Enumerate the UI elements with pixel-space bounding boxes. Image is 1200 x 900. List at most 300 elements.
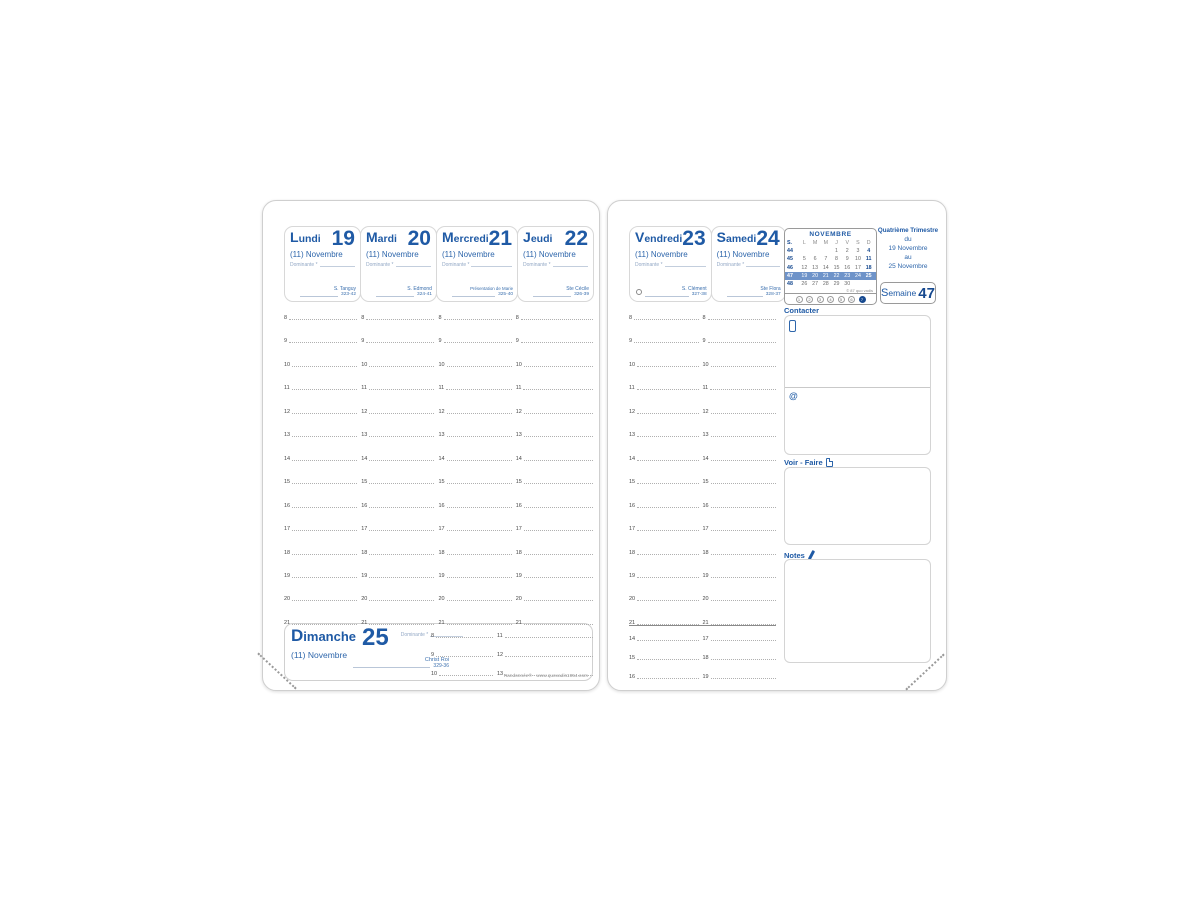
hour-label: 10 bbox=[629, 361, 636, 368]
calendar-date[interactable]: 9 bbox=[845, 256, 849, 263]
hour-label: 8 bbox=[284, 315, 288, 321]
hour-slot[interactable] bbox=[431, 669, 493, 677]
hour-slot[interactable] bbox=[361, 430, 434, 438]
saint-block bbox=[290, 286, 356, 298]
dominante-line bbox=[746, 266, 780, 267]
entry-line bbox=[637, 483, 699, 484]
entry-line bbox=[521, 342, 593, 343]
hour-slot[interactable] bbox=[629, 383, 699, 391]
hour-slot[interactable] bbox=[703, 618, 777, 626]
hour-label: 8 bbox=[515, 315, 519, 321]
entry-line bbox=[711, 640, 776, 641]
entry-line bbox=[292, 460, 357, 461]
hour-slot[interactable] bbox=[629, 672, 699, 680]
trimester-block bbox=[877, 227, 939, 271]
hour-label: 18 bbox=[438, 549, 445, 556]
hour-slot[interactable] bbox=[361, 336, 434, 344]
hour-slot[interactable] bbox=[284, 594, 357, 602]
hour-slot[interactable] bbox=[629, 594, 699, 602]
saint-block bbox=[442, 286, 513, 298]
hour-label: 19 bbox=[361, 572, 368, 579]
hour-slot[interactable] bbox=[431, 650, 493, 658]
calendar-copyright: © 87 quo vadis bbox=[846, 288, 873, 294]
hour-label: 8 bbox=[431, 633, 435, 639]
position-dot: 5 bbox=[838, 296, 845, 303]
entry-line bbox=[447, 624, 512, 625]
week-number-cell: 44 bbox=[787, 248, 793, 255]
calendar-date[interactable]: 10 bbox=[855, 256, 861, 263]
hour-slot[interactable] bbox=[439, 430, 512, 438]
saint-name: S. Tanguy bbox=[333, 286, 356, 292]
hour-slot[interactable] bbox=[516, 571, 593, 579]
day-cell-mercredi[interactable] bbox=[436, 226, 518, 302]
entry-line bbox=[711, 600, 776, 601]
weekday-letter: V bbox=[845, 240, 849, 247]
entry-line bbox=[711, 507, 776, 508]
calendar-date[interactable]: 22 bbox=[833, 272, 840, 279]
hour-label: 20 bbox=[629, 596, 636, 603]
week-number-box bbox=[880, 282, 936, 304]
saint-day-count: 326-39 bbox=[574, 292, 590, 297]
calendar-date[interactable]: 5 bbox=[802, 256, 806, 263]
contact-area[interactable] bbox=[784, 315, 931, 455]
hour-slot[interactable] bbox=[361, 571, 434, 579]
hour-slot[interactable] bbox=[439, 618, 512, 626]
hour-slot[interactable] bbox=[516, 618, 593, 626]
calendar-date[interactable]: 11 bbox=[865, 256, 872, 263]
hour-slot[interactable] bbox=[439, 594, 512, 602]
hour-slot[interactable] bbox=[284, 454, 357, 462]
entry-line bbox=[292, 389, 357, 390]
hour-slot[interactable] bbox=[703, 430, 777, 438]
hour-slot[interactable] bbox=[629, 634, 699, 642]
hour-slot[interactable] bbox=[629, 501, 699, 509]
hour-slot[interactable] bbox=[284, 548, 357, 556]
hour-slot[interactable] bbox=[703, 477, 777, 485]
hour-slot[interactable] bbox=[284, 571, 357, 579]
saint-day-count: 325-40 bbox=[498, 292, 514, 297]
saint-rule bbox=[353, 667, 430, 668]
entry-line bbox=[524, 624, 593, 625]
calendar-date[interactable]: 25 bbox=[865, 272, 872, 279]
notes-area[interactable] bbox=[784, 559, 931, 663]
calendar-date[interactable]: 16 bbox=[844, 264, 851, 271]
hour-slot[interactable] bbox=[703, 383, 777, 391]
entry-line bbox=[524, 483, 593, 484]
entry-line bbox=[292, 600, 357, 601]
hour-slot[interactable] bbox=[516, 524, 593, 532]
hour-label: 16 bbox=[438, 502, 445, 509]
hour-slot[interactable] bbox=[629, 360, 699, 368]
hour-slot[interactable] bbox=[284, 336, 357, 344]
voir-faire-area[interactable] bbox=[784, 467, 931, 545]
calendar-date[interactable]: 13 bbox=[812, 264, 819, 271]
hour-label: 12 bbox=[515, 408, 522, 415]
calendar-date[interactable]: 26 bbox=[801, 281, 808, 288]
hour-label: 17 bbox=[629, 526, 636, 533]
entry-line bbox=[711, 624, 776, 625]
weekday-letter: L bbox=[802, 240, 806, 247]
hour-slot[interactable] bbox=[703, 634, 777, 642]
hour-slot[interactable] bbox=[439, 360, 512, 368]
hour-label: 18 bbox=[515, 549, 522, 556]
hour-label: 16 bbox=[629, 674, 636, 680]
dominante-label: Dominante * bbox=[716, 262, 745, 268]
hour-slot[interactable] bbox=[497, 631, 593, 639]
hour-slot[interactable] bbox=[703, 501, 777, 509]
hour-slot[interactable] bbox=[516, 336, 593, 344]
hour-slot[interactable] bbox=[361, 618, 434, 626]
calendar-date[interactable]: 30 bbox=[844, 281, 851, 288]
dominante-field[interactable] bbox=[712, 259, 785, 268]
entry-line bbox=[524, 460, 593, 461]
hour-label: 19 bbox=[284, 572, 291, 579]
saint-day-count: 324-41 bbox=[417, 292, 432, 297]
hour-label: 14 bbox=[629, 455, 636, 462]
hour-slot[interactable] bbox=[703, 360, 777, 368]
hour-slot[interactable] bbox=[629, 618, 699, 626]
hour-label: 16 bbox=[629, 502, 636, 509]
entry-line bbox=[711, 483, 776, 484]
hour-slot[interactable] bbox=[439, 501, 512, 509]
hour-slot[interactable] bbox=[361, 454, 434, 462]
hour-label: 18 bbox=[284, 549, 291, 556]
day-month: (11) Novembre bbox=[716, 250, 770, 259]
hour-slot[interactable] bbox=[439, 524, 512, 532]
hour-slot[interactable] bbox=[516, 407, 593, 415]
hour-slot[interactable] bbox=[497, 669, 593, 677]
calendar-date[interactable]: 29 bbox=[833, 281, 840, 288]
hour-slot[interactable] bbox=[703, 548, 777, 556]
hour-slot[interactable] bbox=[284, 501, 357, 509]
calendar-date[interactable]: 14 bbox=[822, 264, 829, 271]
hour-label: 17 bbox=[284, 526, 291, 533]
entry-line bbox=[711, 366, 776, 367]
hour-slot[interactable] bbox=[516, 501, 593, 509]
saint-block bbox=[366, 286, 432, 298]
hour-slot[interactable] bbox=[361, 407, 434, 415]
calendar-date[interactable]: 18 bbox=[865, 264, 872, 271]
calendar-date[interactable]: 8 bbox=[835, 256, 838, 263]
hour-slot[interactable] bbox=[516, 313, 593, 321]
entry-line bbox=[524, 554, 593, 555]
entry-line bbox=[637, 366, 699, 367]
hour-slot[interactable] bbox=[703, 407, 777, 415]
hour-label: 15 bbox=[361, 479, 368, 486]
hour-slot[interactable] bbox=[516, 360, 593, 368]
day-month: (11) Novembre bbox=[635, 250, 688, 259]
hour-slot[interactable] bbox=[629, 454, 699, 462]
saint-rule bbox=[533, 296, 571, 297]
hour-slot[interactable] bbox=[284, 360, 357, 368]
entry-line bbox=[369, 460, 434, 461]
entry-line bbox=[524, 530, 593, 531]
day-cell-jeudi[interactable] bbox=[517, 226, 594, 302]
dominante-line bbox=[320, 266, 355, 267]
hour-label: 17 bbox=[515, 526, 522, 533]
calendar-month-title: NOVEMBRE bbox=[809, 231, 852, 238]
calendar-date[interactable]: 1 bbox=[835, 248, 838, 255]
day-month: (11) Novembre bbox=[365, 250, 419, 259]
hour-slot[interactable] bbox=[703, 524, 777, 532]
entry-line bbox=[369, 530, 434, 531]
hour-slot[interactable] bbox=[284, 383, 357, 391]
dominante-label: Dominante * bbox=[523, 262, 551, 268]
hour-slot[interactable] bbox=[703, 594, 777, 602]
calendar-date[interactable]: 2 bbox=[845, 248, 849, 255]
hour-slot[interactable] bbox=[361, 594, 434, 602]
saint-rule bbox=[645, 296, 689, 297]
hour-label: 8 bbox=[629, 315, 633, 321]
entry-line bbox=[369, 436, 434, 437]
hour-slot[interactable] bbox=[439, 407, 512, 415]
entry-line bbox=[637, 436, 699, 437]
hour-label: 12 bbox=[438, 408, 445, 415]
week-number-cell: 47 bbox=[787, 272, 793, 279]
entry-line bbox=[292, 483, 357, 484]
hour-slot[interactable] bbox=[629, 548, 699, 556]
calendar-date[interactable]: 23 bbox=[844, 272, 851, 279]
entry-line bbox=[505, 637, 593, 638]
weekday-letter: M bbox=[812, 240, 818, 247]
hour-label: 15 bbox=[284, 479, 291, 486]
hour-slot[interactable] bbox=[629, 477, 699, 485]
dominante-field[interactable] bbox=[518, 259, 593, 268]
hour-slot[interactable] bbox=[516, 548, 593, 556]
week-number: 47 bbox=[918, 284, 935, 302]
hour-slot[interactable] bbox=[629, 524, 699, 532]
saint-rule bbox=[727, 296, 763, 297]
hour-slot[interactable] bbox=[284, 313, 357, 321]
day-name: Vendredi bbox=[635, 229, 683, 245]
weekday-letter: J bbox=[835, 240, 838, 247]
hour-label: 18 bbox=[629, 549, 636, 556]
entry-line bbox=[524, 436, 593, 437]
hour-label: 18 bbox=[702, 655, 709, 661]
entry-line bbox=[710, 389, 776, 390]
hour-label: 21 bbox=[438, 619, 445, 626]
hour-label: 12 bbox=[361, 408, 368, 415]
hour-slot[interactable] bbox=[361, 548, 434, 556]
hour-slot[interactable] bbox=[703, 672, 777, 680]
hour-slot[interactable] bbox=[629, 571, 699, 579]
hour-label: 14 bbox=[284, 455, 291, 462]
entry-line bbox=[711, 678, 776, 679]
week-number-cell: 45 bbox=[787, 256, 793, 263]
hour-slot[interactable] bbox=[439, 477, 512, 485]
hour-label: 18 bbox=[361, 549, 368, 556]
dominante-field[interactable] bbox=[361, 259, 436, 268]
hour-slot[interactable] bbox=[361, 501, 434, 509]
calendar-date[interactable]: 28 bbox=[822, 281, 829, 288]
calendar-date[interactable]: 6 bbox=[813, 256, 817, 263]
hour-slot[interactable] bbox=[361, 524, 434, 532]
calendar-date[interactable]: 4 bbox=[867, 248, 871, 255]
entry-line bbox=[447, 554, 512, 555]
hour-slot[interactable] bbox=[516, 383, 593, 391]
hour-slot[interactable] bbox=[284, 524, 357, 532]
dominante-label: Dominante * bbox=[365, 262, 394, 268]
position-dot: 2 bbox=[806, 296, 813, 303]
hour-label: 11 bbox=[497, 633, 503, 639]
dominante-field[interactable] bbox=[285, 259, 360, 268]
calendar-date[interactable]: 7 bbox=[824, 256, 828, 263]
hour-slot[interactable] bbox=[516, 594, 593, 602]
saint-day-count: 329-36 bbox=[433, 663, 449, 669]
hour-label: 11 bbox=[438, 385, 445, 392]
right-page bbox=[607, 200, 947, 691]
entry-line bbox=[524, 600, 593, 601]
hour-slot[interactable] bbox=[497, 650, 593, 658]
hour-label: 9 bbox=[431, 652, 435, 658]
position-dot-active: 7 bbox=[859, 296, 866, 303]
hour-slot[interactable] bbox=[703, 653, 777, 661]
hour-slot[interactable] bbox=[629, 313, 699, 321]
hour-label: 11 bbox=[629, 385, 635, 392]
entry-line bbox=[289, 319, 357, 320]
day-cell-lundi[interactable] bbox=[284, 226, 361, 302]
entry-line bbox=[711, 554, 776, 555]
hour-label: 13 bbox=[284, 432, 291, 439]
hour-slot[interactable] bbox=[439, 383, 512, 391]
hour-label: 10 bbox=[515, 361, 522, 368]
day-cell-mardi[interactable] bbox=[360, 226, 437, 302]
day-month: (11) Novembre bbox=[291, 650, 348, 660]
hour-label: 13 bbox=[629, 432, 636, 439]
calendar-date[interactable]: 19 bbox=[801, 272, 808, 279]
hour-slot[interactable] bbox=[439, 454, 512, 462]
entry-line bbox=[711, 436, 776, 437]
hour-slot[interactable] bbox=[361, 477, 434, 485]
hour-label: 14 bbox=[438, 455, 445, 462]
hour-slot[interactable] bbox=[284, 477, 357, 485]
day-number: 24 bbox=[756, 227, 780, 250]
hour-slot[interactable] bbox=[361, 313, 434, 321]
calendar-date[interactable]: 27 bbox=[812, 281, 819, 288]
calendar-date[interactable]: 21 bbox=[822, 272, 829, 279]
hour-slot[interactable] bbox=[629, 336, 699, 344]
entry-line bbox=[637, 413, 699, 414]
weekday-header-row bbox=[284, 226, 594, 302]
day-name: Mardi bbox=[365, 229, 397, 245]
hour-label: 19 bbox=[515, 572, 522, 579]
entry-line bbox=[711, 460, 776, 461]
calendar-week-row bbox=[785, 247, 876, 255]
hour-label: 13 bbox=[515, 432, 522, 439]
calendar-header-row bbox=[785, 239, 876, 247]
hour-label: 13 bbox=[497, 671, 504, 677]
hour-label: 12 bbox=[702, 408, 709, 415]
entry-line bbox=[369, 577, 434, 578]
hour-slot[interactable] bbox=[703, 313, 777, 321]
calendar-date[interactable]: 20 bbox=[812, 272, 819, 279]
entry-line bbox=[505, 656, 593, 657]
entry-line bbox=[292, 624, 357, 625]
entry-line bbox=[447, 530, 512, 531]
dominante-label: Dominante * bbox=[290, 262, 318, 268]
dominante-field[interactable] bbox=[437, 259, 517, 268]
hour-slot[interactable] bbox=[284, 430, 357, 438]
hour-slot[interactable] bbox=[439, 548, 512, 556]
hour-slot[interactable] bbox=[431, 631, 493, 639]
hour-slot[interactable] bbox=[629, 430, 699, 438]
hour-label: 21 bbox=[515, 619, 522, 626]
hour-label: 10 bbox=[431, 671, 438, 677]
dominante-label: Dominante * bbox=[441, 262, 470, 268]
dominante-line bbox=[665, 266, 706, 267]
hour-slot[interactable] bbox=[439, 313, 512, 321]
hour-label: 9 bbox=[702, 338, 706, 345]
saint-block bbox=[343, 657, 449, 669]
position-dot: 1 bbox=[796, 296, 803, 303]
entry-line bbox=[711, 659, 776, 660]
calendar-date[interactable]: 12 bbox=[801, 264, 808, 271]
day-cell-vendredi[interactable] bbox=[629, 226, 712, 302]
hour-slot[interactable] bbox=[516, 477, 593, 485]
entry-line bbox=[637, 678, 699, 679]
saint-name: S. Clément bbox=[681, 286, 707, 292]
calendar-date[interactable]: 17 bbox=[855, 264, 861, 271]
hour-label: 17 bbox=[361, 526, 368, 533]
entry-line bbox=[369, 366, 434, 367]
entry-line bbox=[523, 389, 593, 390]
hour-slot[interactable] bbox=[284, 618, 357, 626]
calendar-date[interactable]: 24 bbox=[855, 272, 861, 279]
entry-line bbox=[711, 577, 776, 578]
mini-calendar bbox=[784, 228, 877, 305]
hour-slot[interactable] bbox=[439, 571, 512, 579]
entry-line bbox=[708, 342, 776, 343]
saint-name: Présentation de Marie bbox=[470, 286, 514, 291]
entry-line bbox=[369, 413, 434, 414]
entry-line bbox=[369, 507, 434, 508]
hour-slot[interactable] bbox=[629, 653, 699, 661]
hour-slot[interactable] bbox=[516, 454, 593, 462]
week-number-cell: 46 bbox=[787, 264, 793, 271]
hour-label: 13 bbox=[361, 432, 368, 439]
entry-line bbox=[447, 413, 512, 414]
hour-label: 8 bbox=[361, 315, 365, 321]
hour-slot[interactable] bbox=[703, 454, 777, 462]
hour-slot[interactable] bbox=[703, 571, 777, 579]
entry-line bbox=[521, 319, 593, 320]
hour-slot[interactable] bbox=[361, 383, 434, 391]
hour-label: 21 bbox=[629, 619, 636, 626]
hour-slot[interactable] bbox=[439, 336, 512, 344]
entry-line bbox=[637, 659, 699, 660]
calendar-date[interactable]: 3 bbox=[856, 248, 860, 255]
voir-faire-section-title bbox=[784, 458, 833, 467]
weekday-header-row bbox=[629, 226, 781, 302]
hour-label: 8 bbox=[438, 315, 442, 321]
hour-slot[interactable] bbox=[284, 407, 357, 415]
hour-slot[interactable] bbox=[516, 430, 593, 438]
hour-slot[interactable] bbox=[703, 336, 777, 344]
hour-label: 9 bbox=[629, 338, 633, 345]
hour-slot[interactable] bbox=[361, 360, 434, 368]
saint-block bbox=[635, 286, 707, 298]
dominante-field[interactable] bbox=[630, 259, 711, 268]
calendar-date[interactable]: 15 bbox=[833, 264, 840, 271]
week-number-cell: 48 bbox=[787, 281, 793, 288]
hour-label: 9 bbox=[438, 338, 442, 345]
entry-line bbox=[292, 554, 357, 555]
hour-slot[interactable] bbox=[629, 407, 699, 415]
trimester-to-date: 25 Novembre bbox=[888, 263, 928, 270]
day-month: (11) Novembre bbox=[290, 250, 343, 259]
saint-rule bbox=[376, 296, 414, 297]
day-cell-samedi[interactable] bbox=[711, 226, 786, 302]
